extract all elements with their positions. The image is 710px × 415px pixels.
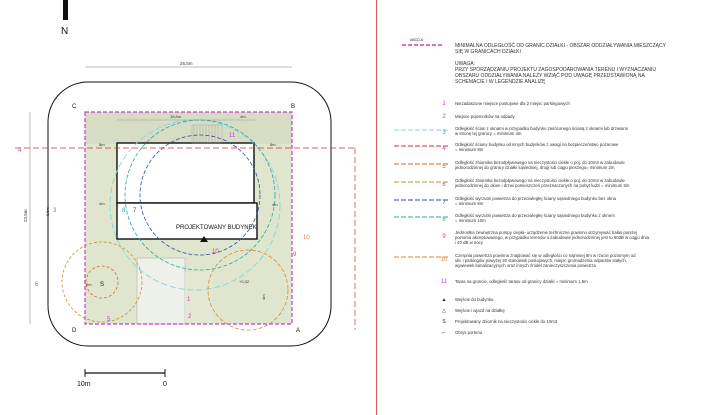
corner-c: C: [72, 104, 77, 110]
marker-10-building: 10: [212, 249, 219, 255]
note-text: UWAGA: PRZY SPORZĄDZANIU PROJEKTU ZAGOSPODAROWANIA TERENU I WYZNACZANIU OBSZARU ODDZIAŁYWANIA NALEŻY WZIĄĆ POD UWAGĘ PRZEDSTAWIONĄ NA SCHEMACIE I W LEGENDZIE ANALIZĘ: [455, 61, 657, 85]
north-arrow-icon: [63, 0, 68, 20]
tank-s-icon: S: [442, 319, 446, 325]
dim-side: 5,5m: [45, 207, 50, 216]
gate-triangle-icon: △: [442, 308, 446, 314]
plot-light-strip: [85, 112, 292, 144]
legend: ABCD-A MINIMALNA ODLEGŁOŚĆ OD GRANIC DZIAŁKI - OBSZAR ODDZIAŁYWANIA MIESZCZĄCY SIĘ W GRANICACH DZIAŁKI UWAGA: PRZY SPORZĄDZANIU PROJEKTU ZAGOSPODAROWANIA TERENU I WYZNACZANIU OBSZARU ODDZIAŁYWANIA NALEŻY WZIĄĆ POD UWAGĘ PRZEDSTAWIONĄ NA SCHEMACIE I W LEGENDZIE ANALIZĘ 1 Niezadaszone miejsce postojowe dla 2 miejsc parkingowych 2 Miejsce pojemników na odpady 3 Odległość ścian z oknami w przypadku budynku zwróconego ścianą z oknami lub drzwiami w stronę tej granicy = minimum 4m 4 Odległość ściany budynku od innych budynków z uwagi na bezpieczeństwo pożarowe = minimum 8m 5 Odległość zbiornika bezodpływowego na nieczystości ciekłe o poj. do 10m3 w zabudowie jednorodzinnej do granicy działki sąsiedniej, drogi lub ciągu pieszego= minimum 2m 6 Odległość zbiornika bezodpływowego na nieczystości ciekłe o poj. do 10m3 w zabudowie jednorodzinnej do okien i drzwi pomieszczeń przeznaczonych na pobyt ludzi = minimum 5m 7 Odległość wyrzutni powietrza do przeciwległej ściany sąsiedniego budynku bez okna = minimum 8m 8 Odległość wyrzutni powietrza do przeciwległej ściany sąsiedniego budynku z oknem = minimum 10m 9 Jednostka zewnętrzna pompy ciepła- urządzenie techniczne powinno utrzymywać hałas poniżej poziomu akceptowanego, w przypadku terenów o zabudowie jednorodzinnej jest to 50dB w ciągu dnia i 40 dB w nocy 10 Czerpnia powietrza powinna znajdować się w odległości co najmniej 8m w rzucie poziomym od ulic i parkingów powyżej 20 stanowisk postojowych, miejsc gromadzenia odpadów stałych, wywiewek kanalizacyjnych oraz innych źródeł zanieczyszczenia powietrza 11 Taras na gruncie, odległość tarasu od granicy działki = minimum 1,5m ▲ Wejście do budynku △ Wejście i wjazd na działkę S Projektowany zbiornik na nieczystości ciekłe do 10m3 ⌐ Obrys portenu: [392, 0, 704, 415]
marker-11: 11: [229, 133, 236, 139]
dim-left-mid: 4m: [99, 201, 105, 206]
marker-6: 6: [35, 282, 39, 288]
marker-8: 8: [122, 208, 126, 214]
dim-left-low: 5m: [86, 282, 92, 287]
corner-a: A: [296, 328, 301, 334]
driveway: [137, 258, 185, 324]
marker-7: 7: [133, 208, 137, 214]
scale-left-label: 10m: [77, 381, 91, 388]
dim-left-total: 23,5m: [23, 209, 28, 222]
marker-4: 4: [18, 148, 22, 154]
marker-1: 1: [187, 297, 191, 303]
dim-top-mid-1: 16,5m: [170, 114, 182, 119]
boundary-text: MINIMALNA ODLEGŁOŚĆ OD GRANIC DZIAŁKI - OBSZAR ODDZIAŁYWANIA MIESZCZĄCY SIĘ W GRANICACH DZIAŁKI: [455, 43, 666, 55]
building-bottom: [117, 203, 257, 239]
marker-2: 2: [188, 314, 192, 320]
marker-9: 9: [293, 252, 297, 258]
marker-5: 5: [107, 317, 111, 323]
divider-line: [376, 0, 377, 415]
building-label: PROJEKTOWANY BUDYNEK: [176, 225, 257, 231]
dim-top-total: 26,5m: [180, 61, 193, 66]
dim-top-left: 8m: [99, 142, 105, 147]
building-top: [117, 143, 254, 203]
north-label: N: [61, 26, 69, 37]
scale-right-label: 0: [163, 381, 167, 388]
corner-d: D: [72, 328, 77, 334]
dim-bottom-right: 4m: [261, 294, 266, 300]
level-mark: +0,32: [239, 279, 250, 284]
outline-bracket-icon: ⌐: [442, 330, 446, 336]
tank-icon: S: [100, 282, 105, 288]
marker-3: 3: [53, 208, 57, 214]
dim-top-mid-2: 4m: [240, 114, 246, 119]
boundary-code: ABCD-A: [410, 38, 424, 42]
corner-b: B: [291, 104, 296, 110]
dim-right-2: 4m: [272, 202, 278, 207]
marker-10: 10: [303, 235, 310, 241]
entrance-triangle-icon: ▲: [441, 297, 447, 303]
dim-right-1: 8m: [270, 142, 276, 147]
